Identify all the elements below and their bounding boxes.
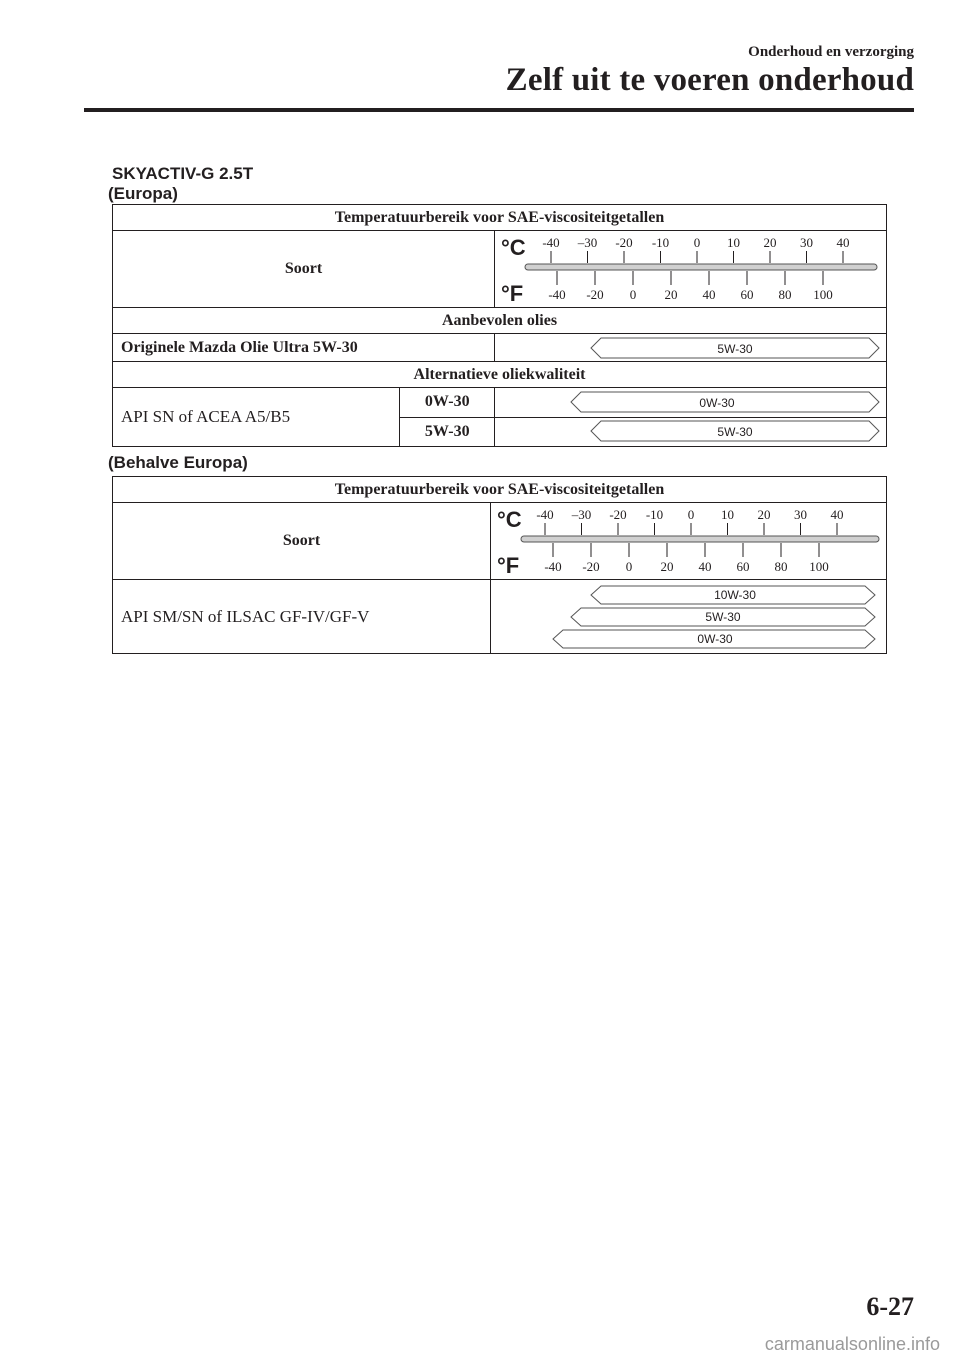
fahrenheit-tick-label: 40 [702, 287, 716, 302]
celsius-symbol: °C [501, 235, 526, 260]
fahrenheit-symbol: °F [497, 553, 520, 578]
grade-bars-cell [491, 580, 887, 654]
fahrenheit-tick-label: 0 [625, 559, 633, 574]
fahrenheit-tick-label: -20 [586, 287, 604, 302]
type-label: Soort [113, 231, 495, 308]
alt-grade-5w30: 5W-30 [399, 417, 495, 446]
oil-table-europe [112, 204, 887, 447]
page-title: Zelf uit te voeren onderhoud [505, 62, 914, 98]
grade-bar-0w30 [495, 389, 887, 416]
celsius-tick-label: –30 [571, 507, 592, 522]
celsius-tick-label: 0 [687, 507, 695, 522]
recommended-header: Aanbevolen olies [113, 308, 887, 334]
celsius-tick-label: 20 [763, 235, 777, 250]
alt-bar-cell-0w30 [495, 388, 887, 418]
temperature-scale-cell [491, 503, 887, 580]
grade-label: 5W-30 [717, 425, 753, 440]
section-header: Onderhoud en verzorging [748, 44, 914, 60]
celsius-tick-label: –30 [577, 235, 598, 250]
temperature-scale-cell [495, 231, 887, 308]
celsius-tick-label: 0 [693, 235, 701, 250]
page-number: 6-27 [866, 1292, 914, 1321]
fahrenheit-tick-label: 20 [664, 287, 678, 302]
region-label-europe: (Europa) [108, 184, 178, 203]
fahrenheit-tick-label: 60 [740, 287, 754, 302]
header-rule [84, 108, 914, 112]
fahrenheit-tick-label: 80 [774, 559, 788, 574]
fahrenheit-tick-label: 100 [813, 287, 833, 302]
fahrenheit-tick-label: 20 [660, 559, 674, 574]
alternative-spec: API SN of ACEA A5/B5 [121, 407, 291, 426]
thermometer-bar [525, 264, 877, 270]
type-label: Soort [113, 503, 491, 580]
grade-label: 5W-30 [717, 341, 753, 356]
temperature-scale [491, 503, 887, 579]
celsius-tick-label: -40 [536, 507, 554, 522]
oil-table-non-europe [112, 476, 887, 654]
fahrenheit-tick-label: 60 [736, 559, 750, 574]
celsius-tick-label: -10 [645, 507, 664, 522]
range-header: Temperatuurbereik voor SAE-viscositeitgetallen [113, 205, 887, 231]
celsius-tick-label: -20 [609, 507, 627, 522]
thermometer-bar [521, 536, 879, 542]
engine-label: SKYACTIV-G 2.5T [112, 164, 254, 183]
alt-bar-cell-5w30 [495, 417, 887, 447]
grade-label-5w30: 5W-30 [705, 609, 741, 624]
grade-bar-5w30 [495, 335, 887, 361]
celsius-tick-label: 40 [836, 235, 850, 250]
recommended-grade-cell [495, 334, 887, 362]
alternative-subtable [113, 388, 495, 446]
range-header: Temperatuurbereik voor SAE-viscositeitgetallen [113, 477, 887, 503]
grade-bars [491, 581, 887, 653]
fahrenheit-tick-label: -40 [548, 287, 566, 302]
fahrenheit-tick-label: 0 [629, 287, 637, 302]
recommended-oil: Originele Mazda Olie Ultra 5W-30 [113, 334, 495, 362]
fahrenheit-tick-label: 100 [809, 559, 829, 574]
celsius-tick-label: 30 [794, 507, 807, 522]
spec-label: API SM/SN of ILSAC GF-IV/GF-V [113, 580, 491, 654]
celsius-tick-label: -20 [615, 235, 633, 250]
fahrenheit-tick-label: -20 [582, 559, 600, 574]
temperature-scale [495, 231, 887, 307]
celsius-tick-label: 10 [721, 507, 734, 522]
celsius-tick-label: 20 [757, 507, 771, 522]
grade-label-0w30: 0W-30 [697, 631, 733, 646]
region-label-non-europe: (Behalve Europa) [108, 453, 248, 472]
celsius-symbol: °C [497, 507, 522, 532]
grade-label-10w30: 10W-30 [714, 587, 756, 602]
grade-bar-5w30-alt [495, 418, 887, 445]
fahrenheit-symbol: °F [501, 281, 524, 306]
watermark: carmanualsonline.info [764, 1334, 940, 1354]
celsius-tick-label: -40 [542, 235, 560, 250]
fahrenheit-tick-label: 80 [778, 287, 792, 302]
celsius-tick-label: -10 [651, 235, 670, 250]
celsius-tick-label: 30 [800, 235, 813, 250]
fahrenheit-tick-label: -40 [544, 559, 562, 574]
grade-label: 0W-30 [699, 395, 735, 410]
fahrenheit-tick-label: 40 [698, 559, 712, 574]
celsius-tick-label: 10 [727, 235, 740, 250]
alt-grade-0w30: 0W-30 [399, 388, 495, 417]
celsius-tick-label: 40 [830, 507, 844, 522]
alternative-header: Alternatieve oliekwaliteit [113, 362, 887, 388]
